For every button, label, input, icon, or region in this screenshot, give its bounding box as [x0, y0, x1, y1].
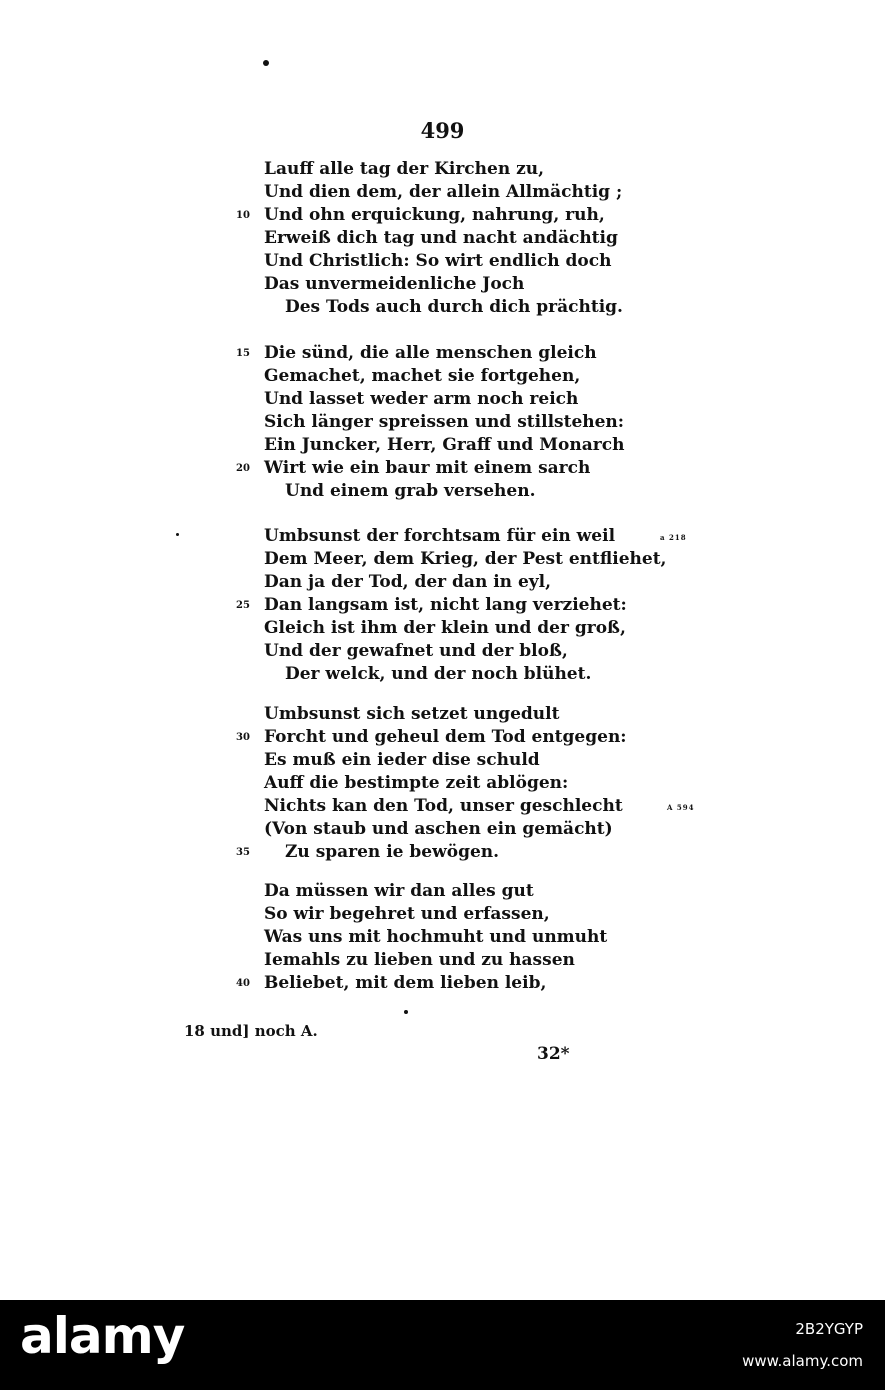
site-url: www.alamy.com: [742, 1352, 863, 1370]
verse-text: Dan langsam ist, nicht lang verziehet:: [264, 595, 627, 615]
verse-line: [264, 525, 684, 548]
verse-text: Was uns mit hochmuht und unmuht: [264, 927, 608, 947]
verse-text: Dan ja der Tod, der dan in eyl,: [264, 572, 552, 592]
verse-text: Gemachet, machet sie fortgehen,: [264, 366, 581, 386]
stanza-2: [236, 342, 684, 503]
verse-line: [264, 663, 684, 686]
verse-text: Zu sparen ie bewögen.: [285, 842, 500, 862]
verse-line: [264, 617, 684, 640]
verse-line: [236, 204, 684, 227]
verse-line: [264, 949, 684, 972]
verse-text: Das unvermeidenliche Joch: [264, 274, 525, 294]
verse-line: [264, 926, 684, 949]
verse-text: Und dien dem, der allein Allmächtig ;: [264, 182, 623, 202]
verse-line: [236, 841, 684, 864]
line-number: 25: [236, 600, 250, 611]
verse-text: Gleich ist ihm der klein und der groß,: [264, 618, 626, 638]
verse-line: [264, 250, 684, 273]
line-number: 20: [236, 463, 250, 474]
verse-text: Iemahls zu lieben und zu hassen: [264, 950, 575, 970]
verse-line: [264, 548, 684, 571]
verse-text: Und lasset weder arm noch reich: [264, 389, 579, 409]
verse-text: Die sünd, die alle menschen gleich: [264, 343, 597, 363]
verse-text: Nichts kan den Tod, unser geschlecht: [264, 796, 623, 816]
image-id: 2B2YGYP: [795, 1320, 863, 1338]
verse-line: [264, 411, 684, 434]
verse-line: [264, 227, 684, 250]
ink-speck-top: [263, 60, 269, 66]
verse-text: Und der gewafnet und der bloß,: [264, 641, 568, 661]
verse-line: [264, 158, 684, 181]
verse-line: [264, 818, 684, 841]
verse-text: Ein Juncker, Herr, Graff und Monarch: [264, 435, 625, 455]
line-number: 30: [236, 732, 250, 743]
verse-line: [236, 972, 684, 995]
line-number: 40: [236, 978, 250, 989]
line-number: 35: [236, 847, 250, 858]
verse-line: [236, 594, 684, 617]
verse-line: [264, 181, 684, 204]
verse-text: Und Christlich: So wirt endlich doch: [264, 251, 612, 271]
verse-line: [264, 795, 684, 818]
verse-text: Und ohn erquickung, nahrung, ruh,: [264, 205, 605, 225]
page-number: 499: [420, 118, 465, 143]
verse-text: So wir begehret und erfassen,: [264, 904, 550, 924]
verse-text: Erweiß dich tag und nacht andächtig: [264, 228, 618, 248]
verse-text: Sich länger spreissen und stillstehen:: [264, 412, 625, 432]
footnote: 18 und] noch A.: [184, 1022, 318, 1040]
verse-line: [264, 480, 684, 503]
verse-line: [264, 273, 684, 296]
verse-text: Es muß ein ieder dise schuld: [264, 750, 540, 770]
verse-text: Umbsunst der forchtsam für ein weil: [264, 526, 616, 546]
ink-speck-left: [176, 533, 179, 536]
stanza-1: [236, 158, 684, 319]
verse-text: (Von staub und aschen ein gemächt): [264, 819, 613, 839]
verse-line: [264, 388, 684, 411]
verse-line: [236, 726, 684, 749]
verse-line: [264, 296, 684, 319]
verse-line: [264, 640, 684, 663]
verse-line: [236, 457, 684, 480]
verse-line: [264, 571, 684, 594]
stanza-3: [236, 525, 684, 686]
line-number: 15: [236, 348, 250, 359]
margin-reference: A 594: [667, 803, 695, 812]
verse-text: Lauff alle tag der Kirchen zu,: [264, 159, 545, 179]
verse-text: Auff die bestimpte zeit ablögen:: [264, 773, 569, 793]
verse-line: [264, 749, 684, 772]
verse-text: Dem Meer, dem Krieg, der Pest entfliehet,: [264, 549, 667, 569]
line-number: 10: [236, 210, 250, 221]
verse-line: [264, 703, 684, 726]
verse-text: Und einem grab versehen.: [285, 481, 536, 501]
verse-line: [236, 342, 684, 365]
ink-speck-bottom: [404, 1010, 408, 1014]
stanza-4: [236, 703, 684, 864]
verse-line: [264, 772, 684, 795]
watermark-footer: [0, 1300, 885, 1390]
verse-text: Wirt wie ein baur mit einem sarch: [264, 458, 591, 478]
alamy-logo: alamy: [20, 1307, 185, 1365]
verse-line: [264, 434, 684, 457]
signature-mark: 32*: [537, 1044, 570, 1064]
verse-text: Da müssen wir dan alles gut: [264, 881, 534, 901]
margin-reference: a 218: [660, 533, 687, 542]
stanza-5: [236, 880, 684, 995]
verse-line: [264, 365, 684, 388]
verse-line: [264, 903, 684, 926]
verse-text: Der welck, und der noch blühet.: [285, 664, 592, 684]
verse-text: Umbsunst sich setzet ungedult: [264, 704, 560, 724]
verse-text: Beliebet, mit dem lieben leib,: [264, 973, 547, 993]
verse-line: [264, 880, 684, 903]
verse-text: Forcht und geheul dem Tod entgegen:: [264, 727, 627, 747]
verse-text: Des Tods auch durch dich prächtig.: [285, 297, 623, 317]
